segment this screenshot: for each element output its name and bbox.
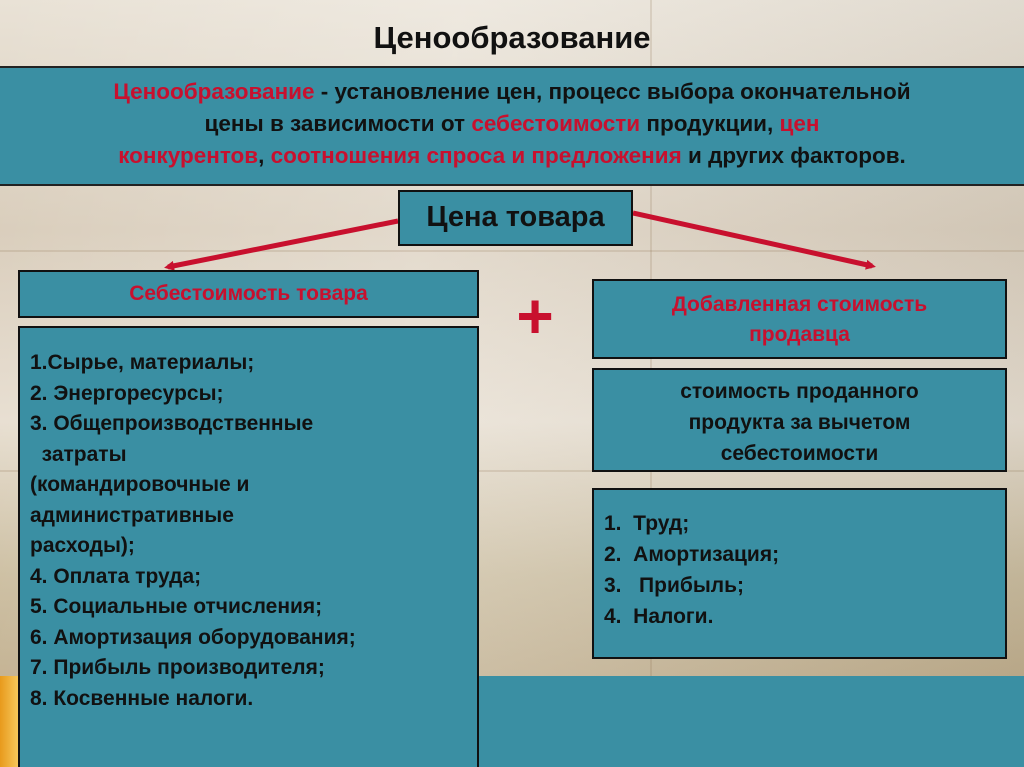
- list-item: затраты: [30, 442, 127, 466]
- list-item: 3. Прибыль;: [604, 574, 744, 597]
- list-item: административные: [30, 503, 234, 527]
- definition-line-2: [0, 108, 1024, 140]
- definition-line-3: [0, 140, 1024, 172]
- description-line: себестоимости: [720, 442, 879, 465]
- list-item: 1.Сырье, материалы;: [30, 351, 255, 374]
- list-item: (командировочные и: [30, 473, 250, 496]
- definition-line-2-a: цены в зависимости от: [204, 111, 472, 136]
- definition-keyword-supply-demand: соотношения спроса и предложения: [270, 143, 682, 168]
- cost-header: Себестоимость товара: [18, 270, 479, 318]
- definition-keyword-cost: себестоимости: [471, 111, 641, 136]
- definition-line-1-rest: - установление цен, процесс выбора окончательной: [314, 79, 911, 104]
- definition-text: [0, 76, 1024, 172]
- added-value-description: [592, 368, 1007, 472]
- arrow-right: [633, 213, 872, 266]
- page-title: Ценообразование: [373, 20, 651, 55]
- plus-icon: +: [516, 280, 554, 352]
- definition-keyword-competitors: конкурентов: [118, 143, 259, 168]
- added-value-items-list: [592, 488, 1007, 659]
- list-item: 4. Налоги.: [604, 605, 714, 628]
- list-item: 8. Косвенные налоги.: [30, 686, 254, 710]
- added-value-header-line-1: Добавленная стоимость: [671, 293, 928, 316]
- definition-line-3-b: ,: [258, 143, 271, 168]
- list-item: 2. Энергоресурсы;: [30, 381, 224, 405]
- decorative-stripe: [479, 676, 1024, 767]
- list-item: 3. Общепроизводственные: [30, 412, 314, 435]
- description-line: стоимость проданного: [680, 380, 919, 403]
- definition-line-3-d: и других факторов.: [681, 143, 906, 168]
- list-item: 7. Прибыль производителя;: [30, 656, 325, 679]
- cost-items-list: [18, 326, 479, 767]
- definition-keyword-prices: цен: [779, 111, 820, 136]
- decorative-stripe-gold: [0, 676, 18, 767]
- list-item: 4. Оплата труда;: [30, 564, 202, 588]
- background-line: [0, 250, 1024, 252]
- price-box: Цена товара: [398, 190, 633, 246]
- definition-line-1: [0, 76, 1024, 108]
- list-item: расходы);: [30, 534, 135, 557]
- list-item: 5. Социальные отчисления;: [30, 595, 323, 618]
- definition-line-2-c: продукции,: [640, 111, 780, 136]
- list-item: 2. Амортизация;: [604, 543, 780, 566]
- list-item: 1. Труд;: [604, 512, 690, 535]
- description-line: продукта за вычетом: [688, 411, 911, 434]
- arrow-left: [168, 221, 398, 267]
- definition-term: Ценообразование: [113, 79, 315, 104]
- list-item: 6. Амортизация оборудования;: [30, 625, 356, 649]
- added-value-header: [592, 279, 1007, 359]
- added-value-header-line-2: продавца: [749, 323, 850, 346]
